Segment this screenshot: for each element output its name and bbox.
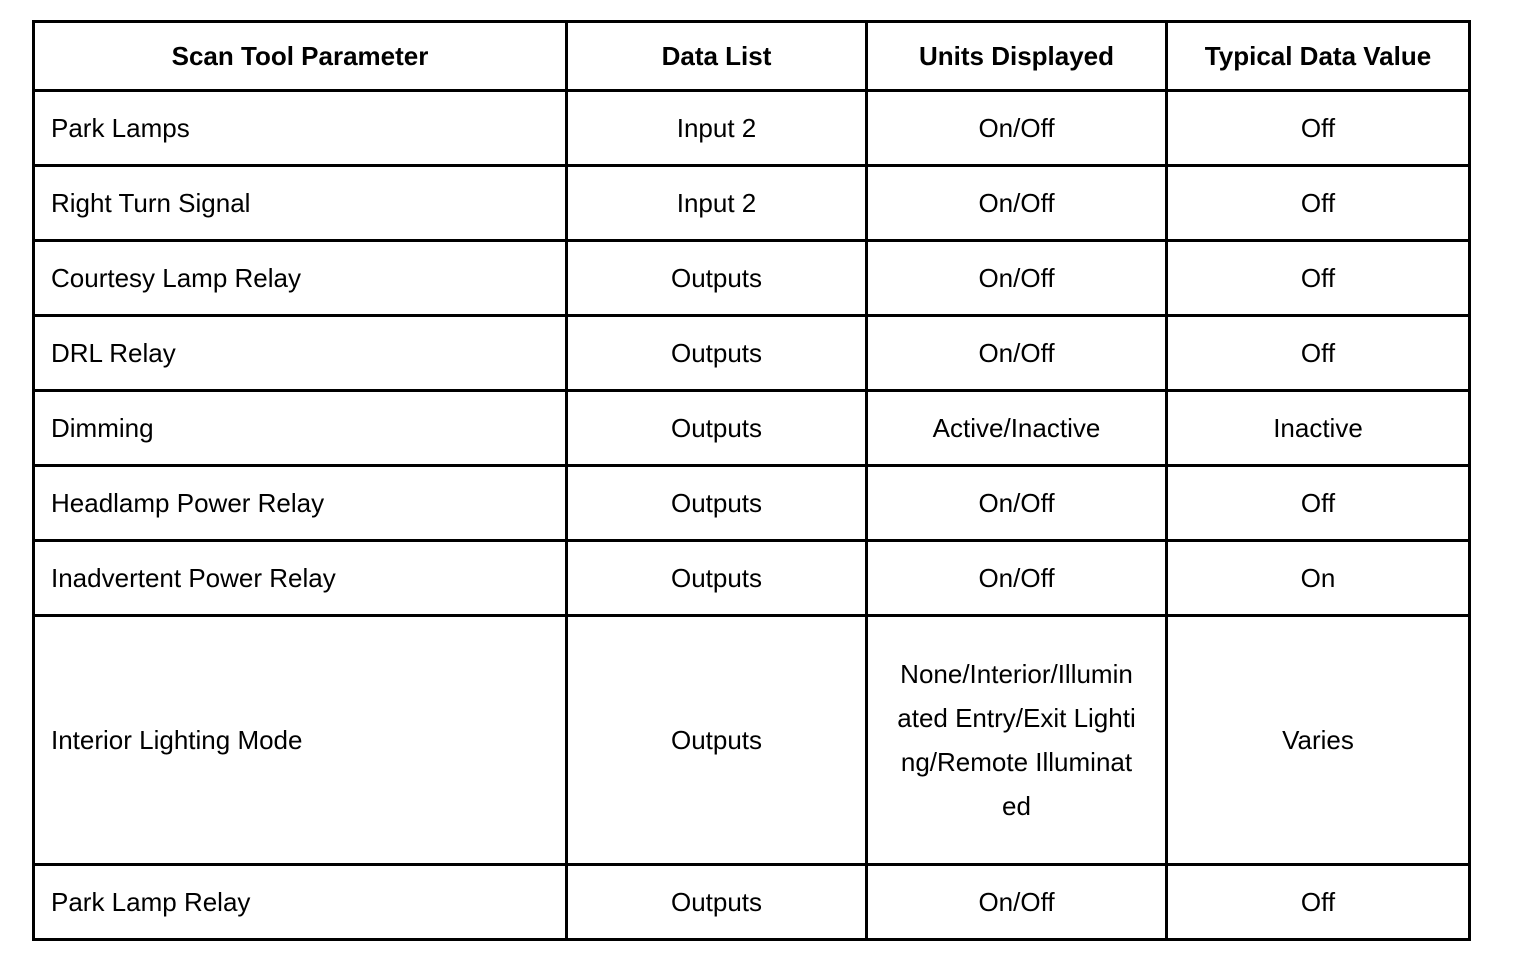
cell-typical-value: Off <box>1167 166 1470 241</box>
cell-units-text: None/Interior/Illuminated Entry/Exit Lighting/Remote Illuminated <box>897 659 1136 821</box>
header-units-displayed: Units Displayed <box>867 22 1167 91</box>
cell-typical-value: On <box>1167 541 1470 616</box>
cell-parameter: Right Turn Signal <box>34 166 567 241</box>
cell-units <box>867 616 1167 865</box>
cell-data-list: Input 2 <box>567 91 867 166</box>
cell-units: Active/Inactive <box>867 391 1167 466</box>
cell-parameter: Dimming <box>34 391 567 466</box>
cell-parameter: Interior Lighting Mode <box>34 616 567 865</box>
cell-units: On/Off <box>867 466 1167 541</box>
header-typical-data-value: Typical Data Value <box>1167 22 1470 91</box>
cell-parameter: Park Lamps <box>34 91 567 166</box>
table-row <box>34 865 1470 940</box>
cell-data-list: Input 2 <box>567 166 867 241</box>
cell-units: On/Off <box>867 241 1167 316</box>
cell-units: On/Off <box>867 316 1167 391</box>
cell-parameter: Headlamp Power Relay <box>34 466 567 541</box>
cell-units: On/Off <box>867 541 1167 616</box>
cell-typical-value: Off <box>1167 241 1470 316</box>
cell-parameter: DRL Relay <box>34 316 567 391</box>
cell-parameter: Park Lamp Relay <box>34 865 567 940</box>
header-scan-tool-parameter: Scan Tool Parameter <box>34 22 567 91</box>
cell-data-list: Outputs <box>567 541 867 616</box>
cell-typical-value: Inactive <box>1167 391 1470 466</box>
header-data-list: Data List <box>567 22 867 91</box>
cell-typical-value: Varies <box>1167 616 1470 865</box>
cell-data-list: Outputs <box>567 391 867 466</box>
table-row <box>34 541 1470 616</box>
cell-data-list: Outputs <box>567 466 867 541</box>
cell-units: On/Off <box>867 166 1167 241</box>
table-row <box>34 316 1470 391</box>
table-row <box>34 91 1470 166</box>
cell-typical-value: Off <box>1167 865 1470 940</box>
scan-tool-data-table <box>32 20 1471 941</box>
cell-typical-value: Off <box>1167 91 1470 166</box>
cell-parameter: Inadvertent Power Relay <box>34 541 567 616</box>
cell-units: On/Off <box>867 91 1167 166</box>
cell-data-list: Outputs <box>567 316 867 391</box>
cell-typical-value: Off <box>1167 316 1470 391</box>
cell-data-list: Outputs <box>567 241 867 316</box>
cell-parameter: Courtesy Lamp Relay <box>34 241 567 316</box>
table-header-row <box>34 22 1470 91</box>
cell-typical-value: Off <box>1167 466 1470 541</box>
table-row <box>34 166 1470 241</box>
cell-units: On/Off <box>867 865 1167 940</box>
table-row <box>34 391 1470 466</box>
cell-data-list: Outputs <box>567 865 867 940</box>
cell-data-list: Outputs <box>567 616 867 865</box>
table-row <box>34 616 1470 865</box>
table-row <box>34 466 1470 541</box>
table-row <box>34 241 1470 316</box>
